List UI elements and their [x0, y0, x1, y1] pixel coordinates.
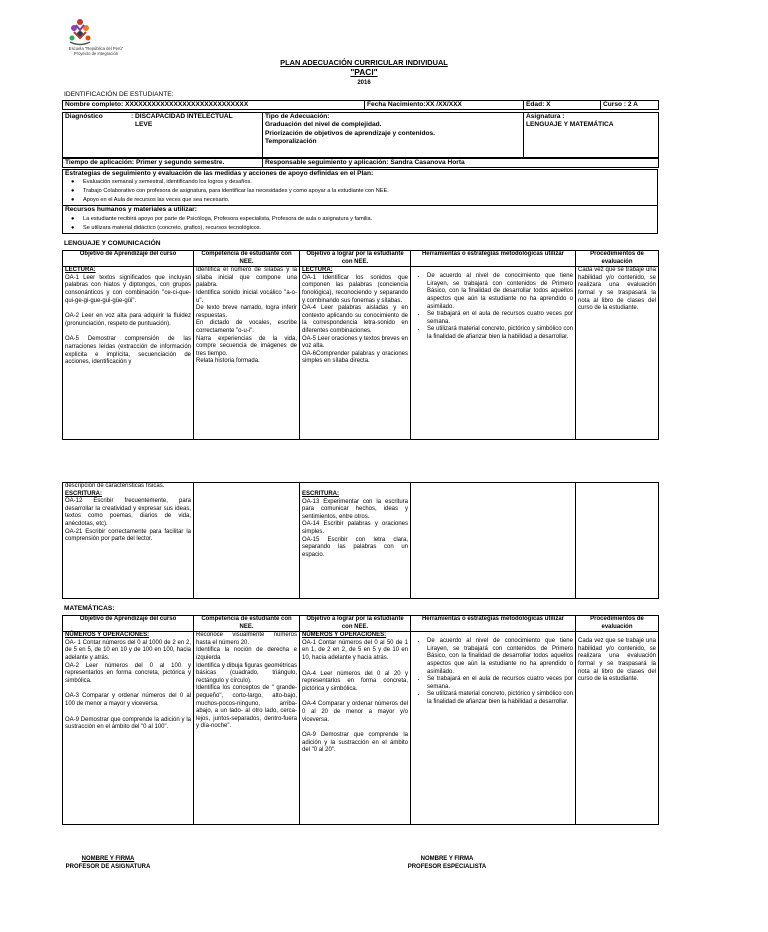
resource-item: ● La estudiante recibirá apoyo por parte de Psicóloga, Profesora especialista, Profesora de aula o asignatura y familia. [83, 215, 655, 224]
matematicas-table [62, 615, 659, 825]
student-row-name [63, 101, 659, 110]
subject-value: LENGUAJE Y MATEMÁTICA [526, 121, 614, 129]
matematicas-c1-p3: OA-3 Comparar y ordenar números del 0 al 100 de menor a mayor y viceversa. [65, 693, 191, 707]
lenguaje-c1-p3: OA-5 Demostrar comprensión de las narraciones leídas (extracción de información explícita e implícita, secuenciación de acciones, identificación y [65, 336, 191, 366]
student-id-table [62, 100, 659, 110]
lenguaje-continuation-row [63, 483, 659, 599]
student-detail-table [62, 112, 659, 158]
matematicas-c1-p1: OA- 1 Contar números del 0 al 1000 de 2 en 2, de 5 en 5, de 10 en 10 y de 100 en 100, hacia adelante y atrás. [65, 639, 191, 661]
lenguaje-cont-c1-p1: descripción de características físicas. [65, 483, 165, 489]
strategies-title: Estrategias de seguimiento y evaluación de las medidas y acciones de apoyo definidas en el Plan: [65, 170, 374, 177]
lenguaje-evaluation: Cada vez que se trabaje una habilidad y/o contenido, se realizara una evaluación formal y se traspasará la nota al libro de clases del curso de la estudiante. [576, 267, 659, 440]
signature-right-line-2: PROFESOR ESPECIALISTA [407, 864, 487, 870]
lenguaje-cont-c1-p2: OA-12 Escribir frecuentemente, para desarrollar la creatividad y expresar sus ideas, textos como poemas, diarios de vida, anécdotas, etc). [65, 498, 191, 527]
resources-title: Recursos humanos y materiales a utilizar: [65, 206, 197, 214]
lenguaje-cont-c3-p1: OA-13 Experimentar con la escritura para comunicar hechos, ideas y sentimientos, entre otros. [302, 498, 408, 520]
matematicas-c2-p4: Identifica los conceptos de " grande-pequeño", corto-largo, alto-bajo, muchos-pocos-ninguno, arriba- abajo, a un lado- al otro lado, cerca-lejos, juntos-separados, dentro-fuera y día-noche". [196, 685, 297, 730]
matematicas-tools-list [413, 638, 573, 706]
lenguaje-cont-c3-head: ESCRITURA: [302, 491, 339, 497]
diagnosis-value-1: : DISCAPACIDAD INTELECTUAL [131, 113, 233, 120]
lenguaje-cont-c1-head: ESCRITURA: [65, 490, 102, 497]
col-competence: Competencia de estudiante con NEE. [194, 251, 300, 267]
lenguaje-c2-p1: Identifica el número de sílabas y la sílaba inicial que compone una palabra. [196, 267, 297, 289]
signature-left [62, 855, 154, 871]
adaptation-label: Tipo de Adecuación: [265, 113, 330, 120]
col-evaluation: Procedimientos de evaluación [576, 251, 659, 267]
col-tools: Herramientas o estrategias metodológicas utilizar [411, 251, 576, 267]
lenguaje-section-title: LENGUAJE Y COMUNICACIÓN [64, 240, 161, 247]
matematicas-c2-p3: Identifica y dibuja figuras geométricas básicas (cuadrado, triángulo, rectángulo y círculo). [196, 662, 297, 684]
strategies-row [63, 170, 658, 206]
lenguaje-c1-p2: OA-2 Leer en voz alta para adquirir la fluidez (pronunciación, respeto de puntuación). [65, 313, 191, 327]
lenguaje-content-row [63, 267, 659, 440]
col-tools: Herramientas o estrategias metodológicas utilizar [411, 616, 576, 632]
tool-item: • De acuerdo al nivel de conocimiento que tiene Lirayen, se trabajará con contenidos de Primero Básico, con la finalidad de desarrollar todos aquellos aspectos que aún la estudiante no ha aprendido o asimilado. [427, 638, 573, 676]
adaptation-2: Priorización de objetivos de aprendizaje y contenidos. [265, 129, 436, 137]
lenguaje-header-row [63, 251, 659, 267]
student-section-label: IDENTIFICACIÓN DE ESTUDIANTE: [64, 91, 174, 98]
application-time: Tiempo de aplicación: Primer y segundo semestre. [63, 159, 263, 168]
col-objective-course: Objetivo de Aprendizaje del curso [63, 251, 194, 267]
lenguaje-c2-p6: Relata historia formada. [196, 358, 260, 365]
document-subtitle: "PACI" [350, 67, 378, 77]
diagnosis-label: Diagnóstico [65, 113, 103, 120]
strategies-table [62, 169, 658, 234]
signature-right-line-1: NOMBRE Y FIRMA [420, 856, 474, 862]
lenguaje-c2-p5: Narra experiencias de la vida, compre secuencia de imágenes de tres tiempo. [196, 335, 297, 357]
lenguaje-c1-p1: OA-1 Leer textos significados que incluyan palabras con hiatos y diptongos, con grupos consonánticos y con combinación "ce-ci-que-qui-ge-gi-gue-gui-güe-güi". [65, 274, 191, 304]
signature-right [392, 855, 502, 871]
student-birth: Fecha Nacimiento:XX /XX/XXX [365, 101, 524, 110]
matematicas-section-title: MATEMÁTICAS: [64, 605, 115, 612]
tool-item: • De acuerdo al nivel de conocimiento que tiene Lirayen, se trabajará con contenidos de Primero Básico, con la finalidad de desarrollar todos aquellos aspectos que aún la estudiante no ha aprendido o asimilado. [427, 273, 573, 311]
col-competence: Competencia de estudiante con NEE. [194, 616, 300, 632]
tool-item: • Se utilizará material concreto, pictórico y simbólico con la finalidad de afianzar bien la habilidad a desarrollar. [427, 691, 573, 706]
matematicas-c1-p2: OA-2 Leer números del 0 al 100 y representarlos en forma concreta, pictórica y simbólica. [65, 662, 191, 684]
matematicas-c3-p3: OA-4 Comparar y ordenar números del 0 al 20 de menor a mayor y/o viceversa. [302, 701, 408, 723]
student-row-diagnosis [63, 113, 659, 158]
col-evaluation: Procedimientos de evaluación [576, 616, 659, 632]
col-objective-course: Objetivo de Aprendizaje del curso [63, 616, 194, 632]
student-age: Edad: X [524, 101, 601, 110]
matematicas-content-row [63, 632, 659, 825]
col-objective-student: Objetivo a lograr por la estudiante con NEE. [300, 251, 411, 267]
lenguaje-c3-p4: OA-6Comprender palabras y oraciones simples en sílaba directa. [302, 350, 408, 365]
lenguaje-c3-p1: OA-1 Identificar los sonidos que componen las palabras (conciencia fonológica), reconociendo y separando y combinando sus fonemas y sílabas. [302, 274, 408, 304]
document-year: 2016 [357, 80, 371, 86]
subject-label: Asignatura : [526, 113, 565, 120]
lenguaje-c2-p2: Identifica sonido inicial vocálico "a-o-u". [196, 289, 297, 304]
strategy-item: ● Evaluación semanal y semestral, identificando los logros y desafíos. [83, 178, 655, 187]
matematicas-c3-p4: OA-9 Demostrar que comprende la adición y la sustracción en el ámbito del "0 al 20". [302, 732, 408, 754]
lenguaje-c1-head: LECTURA: [65, 267, 96, 274]
time-table [62, 158, 659, 168]
strategy-item: ● Trabajo Colaborativo con profesora de asignatura, para identificar las necesidades y como apoyar a la estudiante con NEE. [83, 187, 655, 196]
lenguaje-c2-p3: De texto breve narrado, logra inferir respuestas. [196, 305, 297, 319]
matematicas-c3-p1: OA-1 Contar números del 0 al 50 de 1 en 1, de 2 en 2, de 5 en 5 y de 10 en 10, hacia adelante y hacia atrás. [302, 639, 408, 661]
resources-list [65, 215, 655, 233]
matematicas-evaluation: Cada vez que se trabaje una habilidad y/o contenido, se realizara una evaluación formal y se traspasará la nota al libro de clases del curso de la estudiante. [576, 632, 659, 825]
logo-caption-line-2: Proyecto de Integración [73, 51, 119, 56]
matematicas-c2-p1: Reconoce visualmente números hasta el número 20. [196, 632, 297, 646]
signature-left-line-2: PROFESOR DE ASIGNATURA [65, 864, 151, 870]
lenguaje-c3-p2: OA-4 Leer palabras aisladas y en contexto aplicando su conocimiento de la correspondencia letra-sonido en diferentes combinaciones. [302, 305, 408, 334]
lenguaje-c3-head: LECTURA: [302, 267, 333, 274]
logo-caption-line-1: Escuela "República del Perú" [68, 46, 124, 51]
tool-item: • Se utilizará material concreto, pictórico y simbólico con la finalidad de afianzar bien la habilidad a desarrollar. [427, 326, 573, 341]
matematicas-c3-p2: OA-4 Leer números del 0 al 20 y representarlos en forma concreta, pictórica y simbólica. [302, 670, 408, 692]
student-name: Nombre completo: XXXXXXXXXXXXXXXXXXXXXXXXXXXX [63, 101, 365, 110]
strategy-item: ● Apoyo en el Aula de recursos las veces que sea necesario. [83, 196, 655, 205]
lenguaje-continuation-table [62, 482, 659, 599]
logo-caption [56, 46, 136, 56]
lenguaje-c3-p3: OA-5 Leer oraciones y textos breves en voz alta. [302, 335, 408, 350]
lenguaje-table [62, 250, 659, 440]
diagnosis-value-2: LEVE [135, 121, 153, 129]
tool-item: • Se trabajará en el aula de recursos cuatro veces por semana. [427, 676, 573, 691]
adaptation-1: Graduación del nivel de complejidad. [265, 121, 382, 129]
lenguaje-cont-c3-p2: OA-14 Escribir palabras y oraciones simples. [302, 521, 408, 535]
lenguaje-tools-list [413, 273, 573, 341]
matematicas-header-row [63, 616, 659, 632]
matematicas-c2-p2: Identifica la noción de derecha e izquierda [196, 647, 297, 661]
responsible-person: Responsable seguimiento y aplicación: Sandra Casanova Horta [263, 159, 659, 168]
time-row [63, 159, 659, 168]
resource-item: ● Se utilizara material didáctico (concreto, grafico), recursos tecnológicos. [83, 224, 655, 233]
lenguaje-cont-c1-p3: OA-21 Escribir correctamente para facilitar la comprensión por parte del lector. [65, 528, 191, 543]
tool-item: • Se trabajará en el aula de recursos cuatro veces por semana. [427, 311, 573, 326]
resources-row [63, 206, 658, 233]
document-title: PLAN ADECUACIÓN CURRICULAR INDIVIDUAL [280, 58, 448, 67]
matematicas-c3-head: NÚMEROS Y OPERACIONES: [302, 632, 387, 639]
student-course: Curso : 2 A [601, 101, 659, 110]
lenguaje-c2-p4: En dictado de vocales, escribe correctamente "o-u-i". [196, 320, 297, 334]
matematicas-c1-p4: OA-9 Demostrar que comprende la adición y la sustracción en el ámbito del "0 al 100". [65, 716, 191, 731]
signature-left-line-1: NOMBRE Y FIRMA [81, 856, 135, 862]
strategies-list [65, 178, 655, 205]
lenguaje-cont-c3-p3: OA-15 Escribir con letra clara, separando las palabras con un espacio. [302, 536, 408, 558]
matematicas-c1-head: NÚMEROS Y OPERACIONES: [65, 632, 150, 639]
col-objective-student: Objetivo a lograr por la estudiante con NEE. [300, 616, 411, 632]
adaptation-3: Temporalización [265, 138, 317, 146]
